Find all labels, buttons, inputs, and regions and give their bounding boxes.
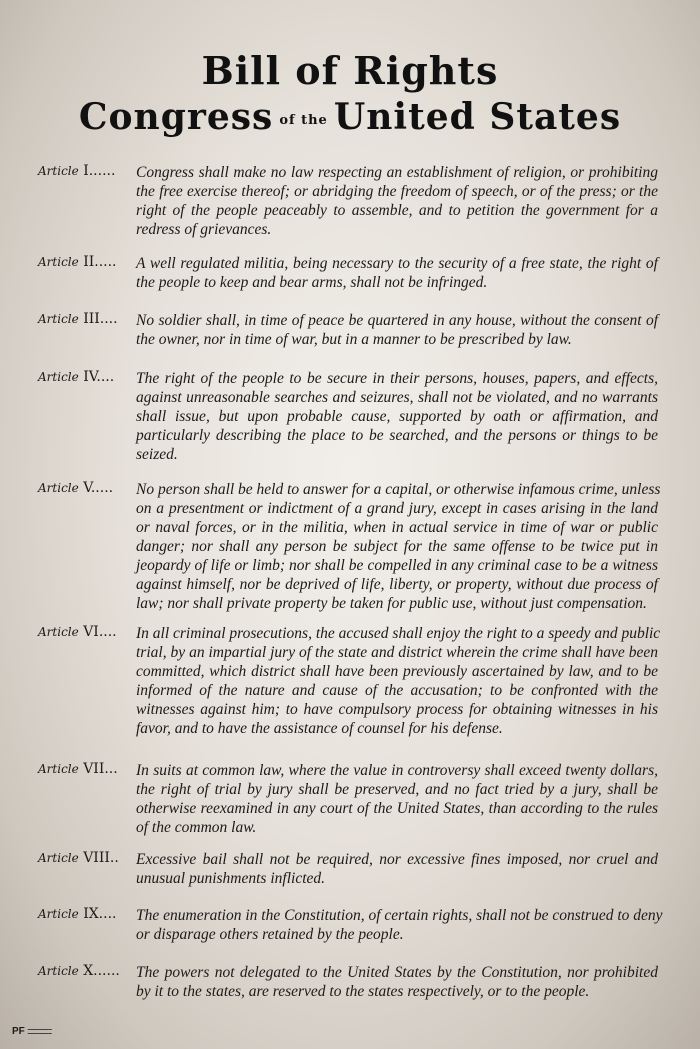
article-word: Article — [38, 164, 79, 178]
article-text — [136, 963, 658, 1001]
article-text-line: trial, by an impartial jury of the state and district wherein the crime shall have been — [136, 644, 658, 661]
article-numeral: VII... — [83, 761, 118, 777]
subtitle-of-the: of the — [279, 112, 328, 128]
article-text-line: No soldier shall, in time of peace be quartered in any house, without the consent of — [136, 312, 658, 329]
article-text-line: the right of trial by jury shall be preserved, and no fact tried by a jury, shall be — [136, 781, 658, 798]
article-label — [38, 480, 136, 496]
article-text — [136, 163, 658, 239]
article-numeral: IX.... — [83, 906, 117, 922]
publisher-logo — [12, 1026, 70, 1037]
article-text — [136, 369, 658, 464]
article-label — [38, 369, 136, 385]
subtitle-united-states: United States — [333, 96, 622, 138]
article-label — [38, 850, 136, 866]
article-text — [136, 254, 658, 292]
article-word: Article — [38, 762, 79, 776]
article-label — [38, 311, 136, 327]
article-text-line: favor, and to have the assistance of counsel for his defense. — [136, 720, 503, 737]
article-text-line: danger; nor shall any person be subject for the same offense to be twice put in — [136, 538, 658, 555]
article-text-line: informed of the nature and cause of the accusation; to be confronted with the — [136, 682, 658, 699]
article-text-line: Excessive bail shall not be required, nor excessive fines imposed, nor cruel and — [136, 851, 658, 868]
article-text-line: against unreasonable searches and seizures, shall not be violated, and no warrants — [136, 389, 658, 406]
publisher-logo-mark: PF — [12, 1026, 25, 1037]
article-text-line: In all criminal prosecutions, the accused shall enjoy the right to a speedy and public — [136, 625, 661, 642]
article-numeral: VIII.. — [83, 850, 119, 866]
article-word: Article — [38, 907, 79, 921]
article-word: Article — [38, 851, 79, 865]
article-text-line: In suits at common law, where the value in controversy shall exceed twenty dollars, — [136, 762, 658, 779]
article-text-line: otherwise reexamined in any court of the United States, than according to the rules — [136, 800, 658, 817]
article-text-line: No person shall be held to answer for a capital, or otherwise infamous crime, unless — [136, 481, 661, 498]
article-word: Article — [38, 255, 79, 269]
article-text-line: by it to the states, are reserved to the states respectively, or to the people. — [136, 983, 590, 1000]
article-text-line: law; nor shall private property be taken for public use, without just compensation. — [136, 595, 647, 612]
article-numeral: I...... — [83, 163, 116, 179]
article-text — [136, 761, 658, 837]
article-label — [38, 163, 136, 179]
article-text-line: the free exercise thereof; or abridging the freedom of speech, or of the press; or the — [136, 183, 658, 200]
article-numeral: II..... — [83, 254, 117, 270]
article-text-line: the people to keep and bear arms, shall not be infringed. — [136, 274, 488, 291]
article-text-line: against himself, nor be deprived of life, liberty, or property, without due process of — [136, 576, 658, 593]
publisher-fine-print: ▬▬▬▬▬▬▬▬ ▬▬▬▬▬▬▬▬ — [27, 1027, 52, 1035]
article-text-line: the owner, nor in time of war, but in a manner to be prescribed by law. — [136, 331, 572, 348]
article-numeral: VI.... — [83, 624, 117, 640]
article-text-line: particularly describing the place to be searched, and the persons or things to be — [136, 427, 658, 444]
article-word: Article — [38, 964, 79, 978]
article-text-line: Congress shall make no law respecting an establishment of religion, or prohibiting — [136, 164, 658, 181]
article-text-line: redress of grievances. — [136, 221, 272, 238]
subtitle-congress: Congress — [78, 96, 274, 138]
article-text-line: unusual punishments inflicted. — [136, 870, 326, 887]
page-title: Bill of Rights — [201, 48, 499, 93]
article-text — [136, 624, 661, 738]
article-text-line: The powers not delegated to the United States by the Constitution, nor prohibited — [136, 964, 658, 981]
article-label — [38, 624, 136, 640]
article-word: Article — [38, 312, 79, 326]
page-subtitle — [0, 96, 700, 138]
article-label — [38, 963, 136, 979]
article-text-line: committed, which district shall have been previously ascertained by law, and to be — [136, 663, 658, 680]
article-numeral: IV.... — [83, 369, 115, 385]
article-text — [136, 311, 658, 349]
article-label — [38, 906, 136, 922]
article-text-line: or naval forces, or in the militia, when in actual service in time of war or public — [136, 519, 658, 536]
article-label — [38, 761, 136, 777]
article-text-line: The enumeration in the Constitution, of certain rights, shall not be construed to deny — [136, 907, 663, 924]
article-text-line: The right of the people to be secure in their persons, houses, papers, and effects, — [136, 370, 658, 387]
article-text-line: right of the people peaceably to assemble, and to petition the government for a — [136, 202, 658, 219]
article-text-line: A well regulated militia, being necessary to the security of a free state, the right of — [136, 255, 658, 272]
article-text-line: or disparage others retained by the people. — [136, 926, 404, 943]
article-word: Article — [38, 625, 79, 639]
article-numeral: III.... — [83, 311, 118, 327]
article-text — [136, 480, 661, 613]
article-label — [38, 254, 136, 270]
article-text-line: jeopardy of life or limb; nor shall be compelled in any criminal case to be a witness — [136, 557, 658, 574]
article-text-line: seized. — [136, 446, 178, 463]
article-text-line: witnesses against him; to have compulsory process for obtaining witnesses in his — [136, 701, 658, 718]
article-text-line: on a presentment or indictment of a grand jury, except in cases arising in the land — [136, 500, 658, 517]
article-text-line: of the common law. — [136, 819, 257, 836]
article-text — [136, 850, 658, 888]
article-text-line: shall issue, but upon probable cause, supported by oath or affirmation, and — [136, 408, 658, 425]
article-numeral: X...... — [83, 963, 120, 979]
article-word: Article — [38, 370, 79, 384]
article-word: Article — [38, 481, 79, 495]
article-numeral: V..... — [83, 480, 114, 496]
article-text — [136, 906, 663, 944]
